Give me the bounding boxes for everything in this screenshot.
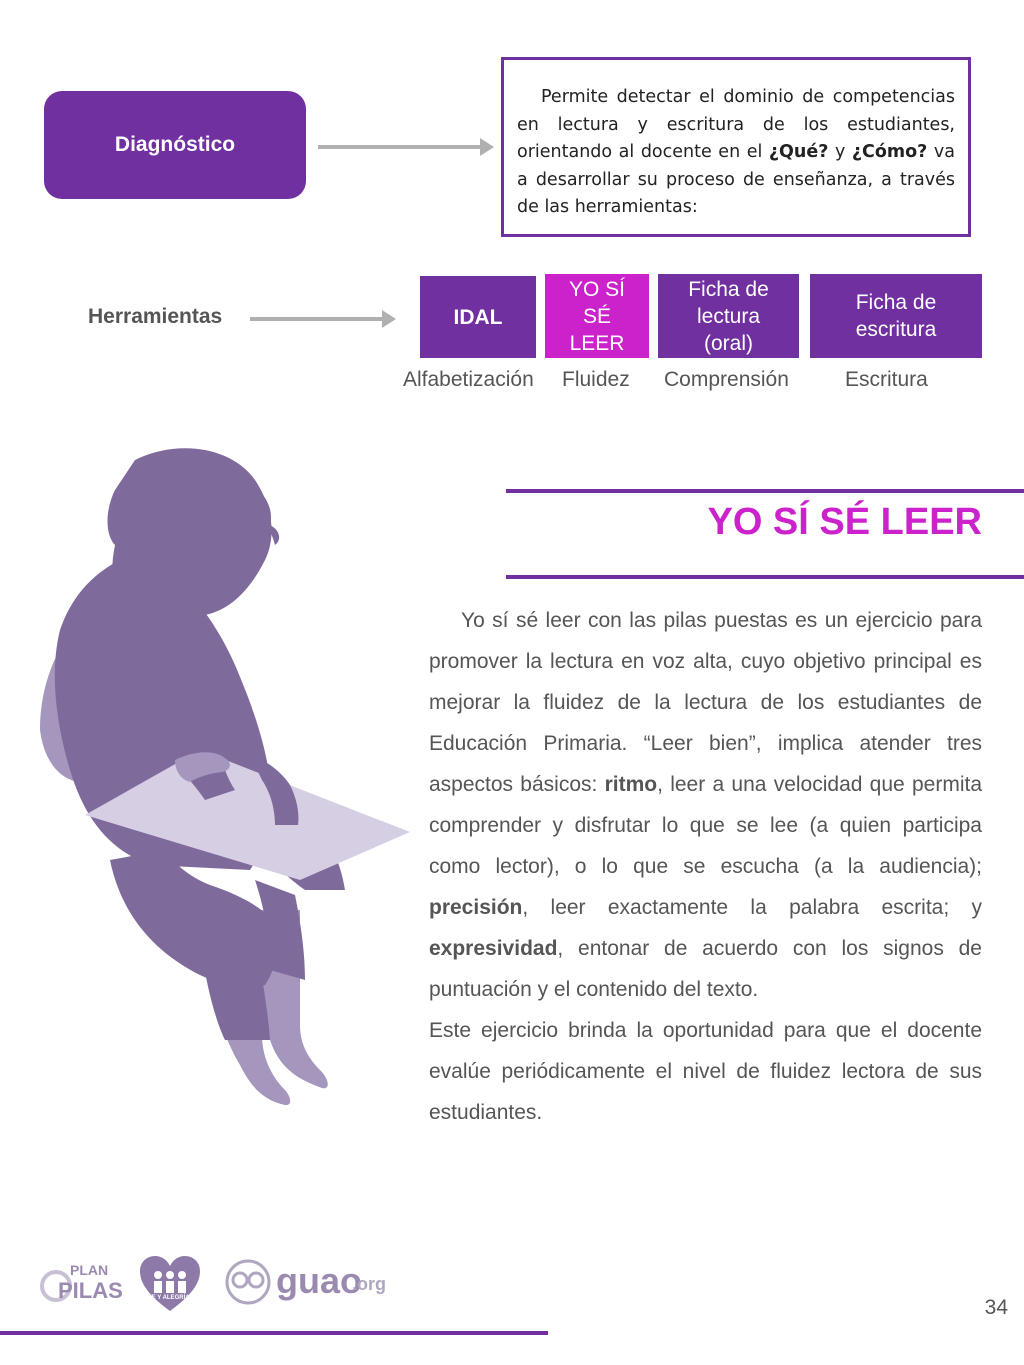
term-precision: precisión xyxy=(429,896,523,919)
caption-fluidez: Fluidez xyxy=(562,368,630,391)
owl-icon xyxy=(224,1258,272,1306)
child-reading-illustration xyxy=(0,440,420,1120)
heading-bottom-rule xyxy=(506,575,1024,579)
guao-logo: guao .org xyxy=(224,1258,394,1308)
tool-idal: IDAL xyxy=(420,276,536,358)
page-number: 34 xyxy=(984,1296,1008,1319)
section-body xyxy=(429,600,982,1133)
section-title: YO SÍ SÉ LEER xyxy=(707,501,982,543)
heading-top-rule xyxy=(506,489,1024,493)
paragraph-2: Este ejercicio brinda la oportunidad para que el docente evalúe periódicamente el nivel de fluidez lectora de sus estudiantes. xyxy=(429,1019,982,1124)
caption-alfabetizacion: Alfabetización xyxy=(403,368,534,391)
fe-y-alegria-logo: FE Y ALEGRÍA xyxy=(138,1255,202,1313)
herramientas-label: Herramientas xyxy=(88,305,223,328)
term-expresividad: expresividad xyxy=(429,937,558,960)
heart-icon xyxy=(138,1255,202,1313)
q-como: ¿Cómo? xyxy=(851,142,928,162)
caption-escritura: Escritura xyxy=(845,368,928,391)
diagnostico-label: Diagnóstico xyxy=(114,133,236,156)
tool-ficha-lectura: Ficha de lectura (oral) xyxy=(658,274,799,358)
arrow-diagnostico xyxy=(318,145,488,149)
diagnostico-box xyxy=(44,91,306,199)
tool-ficha-escritura: Ficha de escritura xyxy=(810,274,982,358)
caption-comprension: Comprensión xyxy=(664,368,789,391)
plan-pilas-logo: PLAN PILAS xyxy=(40,1258,120,1308)
tool-yo-si-se-leer: YO SÍ SÉ LEER xyxy=(545,274,649,358)
q-que: ¿Qué? xyxy=(768,142,829,162)
footer-rule xyxy=(0,1331,548,1335)
term-ritmo: ritmo xyxy=(604,773,658,796)
diagnostico-description: Permite detectar el dominio de competencias en lectura y escritura de los estudiantes, orientando al docente en el ¿Qué? y ¿Cómo? va a desarrollar su proceso de enseñanza, a través de las herramientas: xyxy=(501,57,971,237)
arrow-herramientas xyxy=(250,317,390,321)
paragraph-1: Yo sí sé leer con las pilas puestas es un ejercicio para promover la lectura en voz alta, cuyo objetivo principal es mejorar la fluidez de la lectura de los estudiantes de Educación Primaria. “Leer bien”, implica atender tres aspectos básicos: ritmo, leer a una velocidad que permita comprender y disfrutar lo que se lee (a quien participa como lector), o lo que se escucha (a la audiencia); precisión, leer exactamente la palabra escrita; y expresividad, entonar de acuerdo con los signos de puntuación y el contenido del texto. xyxy=(429,609,982,1001)
